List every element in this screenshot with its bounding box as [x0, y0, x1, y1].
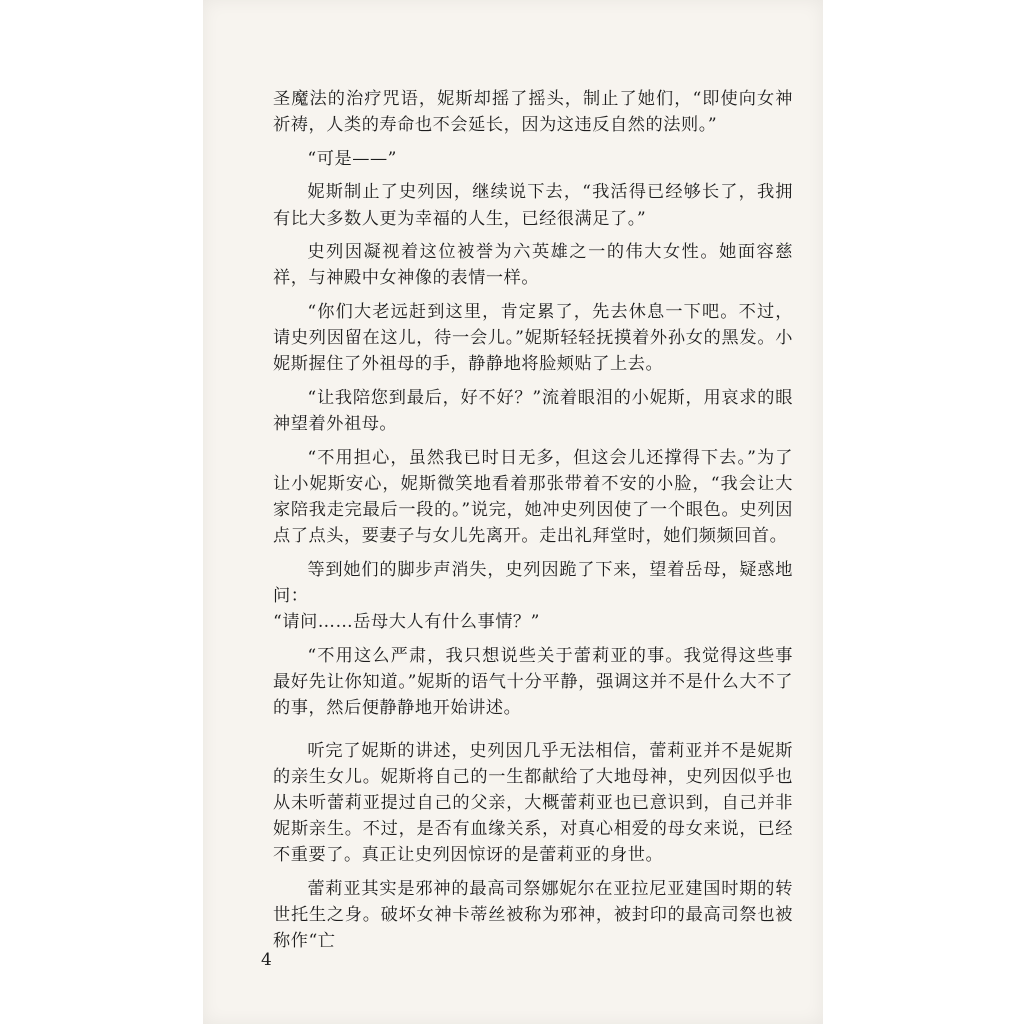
book-page	[203, 0, 823, 1024]
paragraph: “不用担心，虽然我已时日无多，但这会儿还撑得下去。”为了让小妮斯安心，妮斯微笑地看着那张带着不安的小脸，“我会让大家陪我走完最后一段的。”说完，她冲史列因使了一个眼色。史列因点了点头，要妻子与女儿先离开。走出礼拜堂时，她们频频回首。	[273, 447, 793, 547]
paragraph: 史列因凝视着这位被誉为六英雄之一的伟大女性。她面容慈祥，与神殿中女神像的表情一样。	[273, 242, 793, 289]
paragraph: “可是——”	[307, 148, 398, 169]
paragraph: 等到她们的脚步声消失，史列因跪了下来，望着岳母，疑惑地问：	[273, 559, 793, 607]
paragraph: 妮斯制止了史列因，继续说下去，“我活得已经够长了，我拥有比大多数人更为幸福的人生，已经很满足了。”	[273, 182, 793, 229]
page-number: 4	[261, 950, 272, 970]
paragraph: “你们大老远赶到这里，肯定累了，先去休息一下吧。不过，请史列因留在这儿，待一会儿。”妮斯轻轻抚摸着外孙女的黑发。小妮斯握住了外祖母的手，静静地将脸颊贴了上去。	[273, 301, 793, 375]
paragraph: 圣魔法的治疗咒语，妮斯却摇了摇头，制止了她们，“即使向女神祈祷，人类的寿命也不会延长，因为这违反自然的法则。”	[273, 89, 793, 136]
paragraph: “让我陪您到最后，好不好？”流着眼泪的小妮斯，用哀求的眼神望着外祖母。	[273, 387, 793, 435]
paragraph: 蕾莉亚其实是邪神的最高司祭娜妮尔在亚拉尼亚建国时期的转世托生之身。破坏女神卡蒂丝被称为邪神，被封印的最高司祭也被称作“亡	[273, 879, 793, 952]
paragraph: 听完了妮斯的讲述，史列因几乎无法相信，蕾莉亚并不是妮斯的亲生女儿。妮斯将自己的一生都献给了大地母神，史列因似乎也从未听蕾莉亚提过自己的父亲，大概蕾莉亚也已意识到，自己并非妮斯亲生。不过，是否有血缘关系，对真心相爱的母女来说，已经不重要了。真正让史列因惊讶的是蕾莉亚的身世。	[273, 740, 793, 866]
paragraph: “不用这么严肃，我只想说些关于蕾莉亚的事。我觉得这些事最好先让你知道。”妮斯的语气十分平静，强调这并不是什么大不了的事，然后便静静地开始讲述。	[273, 645, 793, 719]
body-text	[273, 86, 793, 962]
paragraph: “请问……岳母大人有什么事情？”	[273, 612, 540, 633]
